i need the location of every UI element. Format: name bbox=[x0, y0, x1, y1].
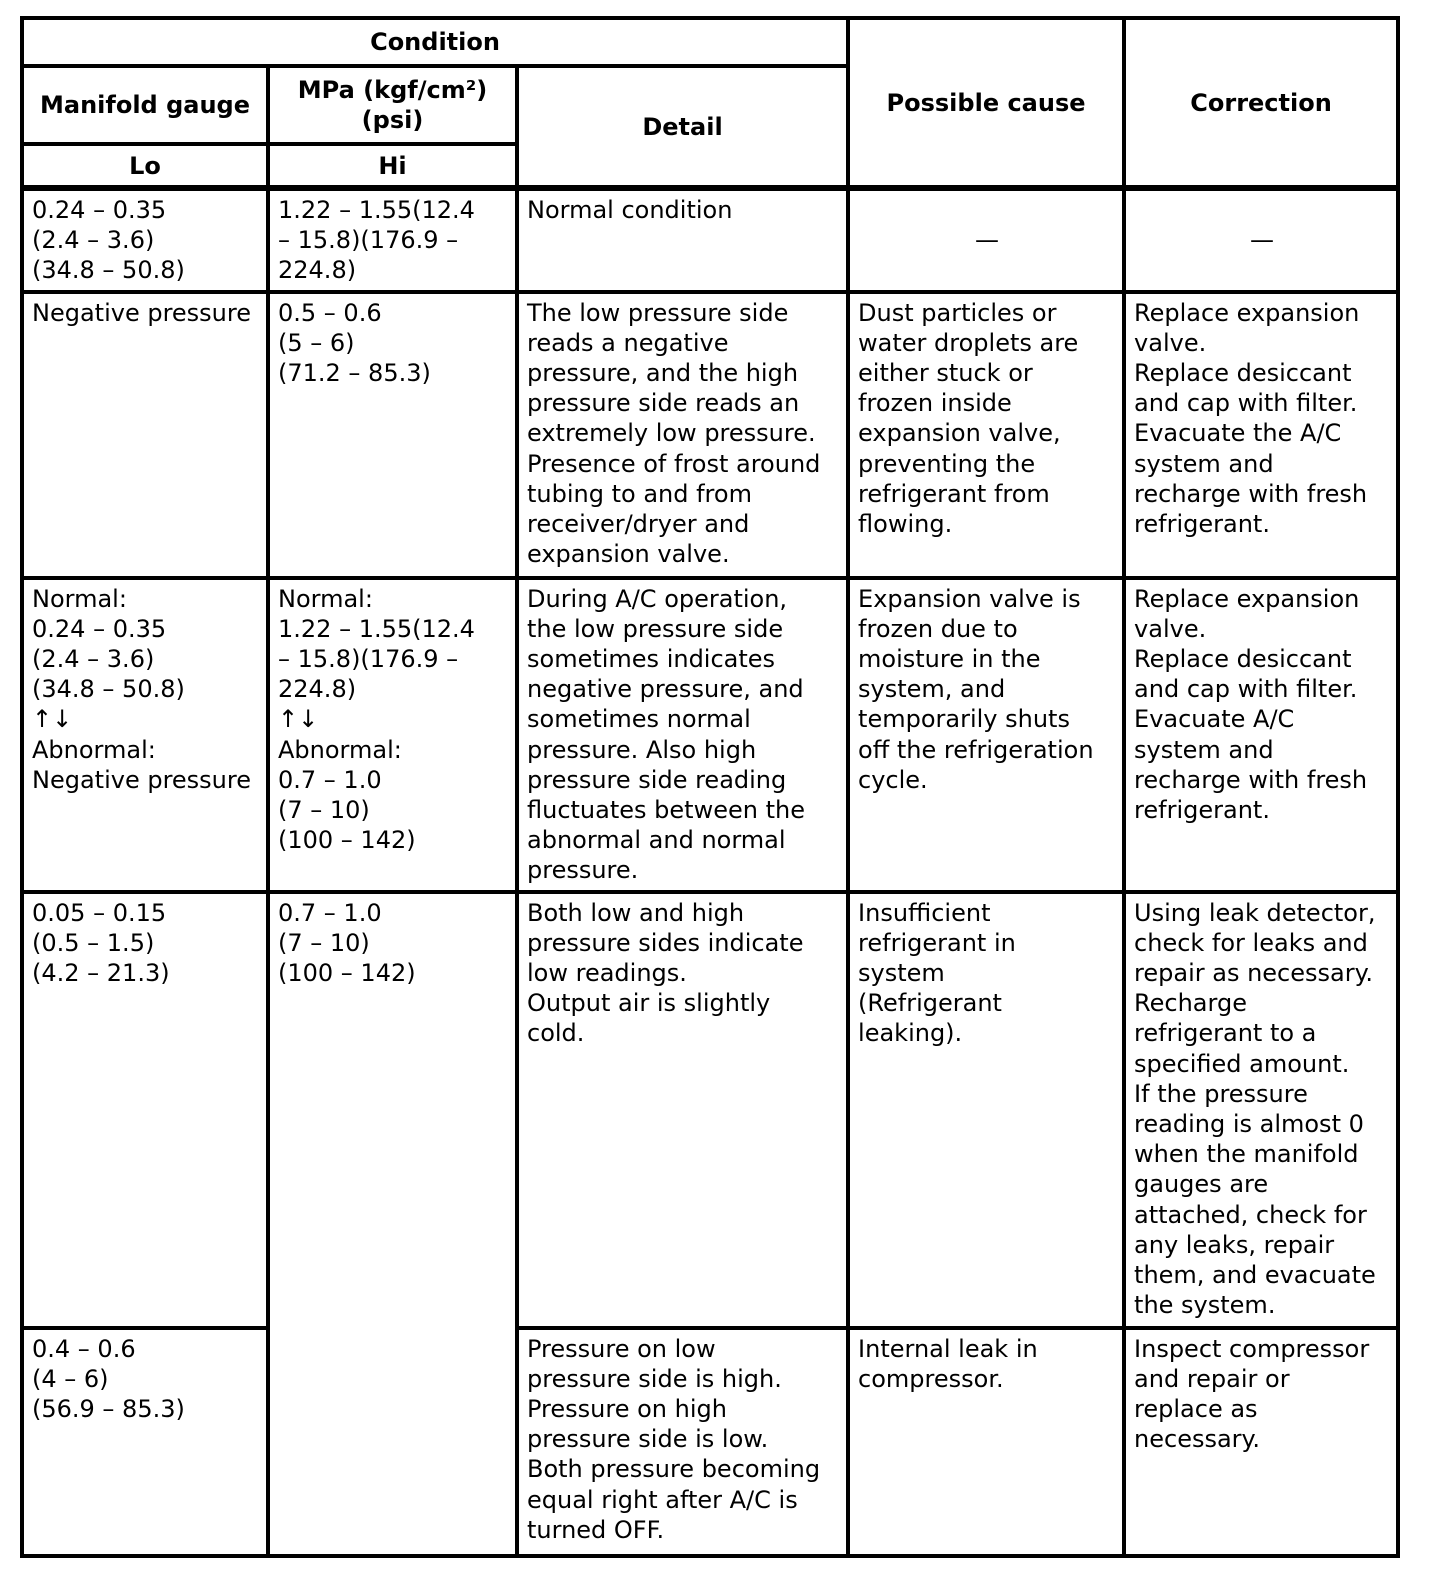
cell-line: refrigerant to a bbox=[1134, 1019, 1317, 1048]
cell-line: Negative pressure bbox=[32, 765, 251, 794]
cell-line: system, and bbox=[858, 675, 1006, 704]
cell-line: (71.2 – 85.3) bbox=[278, 359, 431, 388]
cell-cause bbox=[848, 292, 1124, 578]
cell-line: moisture in the bbox=[858, 645, 1041, 674]
cell-line: – 15.8)(176.9 – bbox=[278, 226, 459, 255]
cell-cause bbox=[848, 892, 1124, 1328]
cell-cause bbox=[848, 1328, 1124, 1556]
cell-line: pressure side is low. bbox=[527, 1425, 769, 1454]
cell-line: (56.9 – 85.3) bbox=[32, 1395, 185, 1424]
cell-line: Inspect compressor bbox=[1134, 1334, 1370, 1363]
cell-line: extremely low pressure. bbox=[527, 419, 816, 448]
cell-hi bbox=[268, 188, 517, 292]
cell-line: cold. bbox=[527, 1019, 585, 1048]
cell-correction: — bbox=[1124, 188, 1398, 292]
cell-line: the system. bbox=[1134, 1291, 1276, 1320]
cell-lo bbox=[22, 892, 268, 1328]
cell-line: either stuck or bbox=[858, 359, 1033, 388]
cell-line: tubing to and from bbox=[527, 479, 752, 508]
table-row bbox=[22, 188, 1398, 292]
cell-line: any leaks, repair bbox=[1134, 1230, 1335, 1259]
cell-line: refrigerant. bbox=[1134, 510, 1270, 539]
table-row bbox=[22, 578, 1398, 892]
cell-line: compressor. bbox=[858, 1364, 1004, 1393]
cell-correction bbox=[1124, 1328, 1398, 1556]
cell-line: gauges are bbox=[1134, 1170, 1269, 1199]
cell-line: pressure side reads an bbox=[527, 389, 800, 418]
cell-line: pressure. Also high bbox=[527, 735, 757, 764]
cell-lo bbox=[22, 1328, 268, 1556]
cell-line: negative pressure, and bbox=[527, 675, 804, 704]
cell-line: recharge with fresh bbox=[1134, 765, 1368, 794]
cell-line: pressure. bbox=[527, 856, 639, 885]
cell-lo bbox=[22, 188, 268, 292]
cell-line: refrigerant in bbox=[858, 928, 1016, 957]
cell-cause bbox=[848, 578, 1124, 892]
cell-detail bbox=[517, 188, 848, 292]
cell-line: refrigerant from bbox=[858, 479, 1050, 508]
cell-line: The low pressure side bbox=[527, 298, 789, 327]
header-lo: Lo bbox=[22, 144, 268, 188]
cell-line: 0.7 – 1.0 bbox=[278, 765, 382, 794]
cell-line: Normal: bbox=[278, 584, 373, 613]
cell-line: sometimes normal bbox=[527, 705, 751, 734]
cell-line: frozen due to bbox=[858, 614, 1018, 643]
cell-line: (4 – 6) bbox=[32, 1364, 109, 1393]
cell-line: the low pressure side bbox=[527, 614, 784, 643]
cell-line: (2.4 – 3.6) bbox=[32, 645, 155, 674]
cell-line: check for leaks and bbox=[1134, 928, 1368, 957]
cell-line: frozen inside bbox=[858, 389, 1012, 418]
cell-line: (100 – 142) bbox=[278, 959, 416, 988]
cell-line: Replace desiccant bbox=[1134, 645, 1352, 674]
cell-line: 0.4 – 0.6 bbox=[32, 1334, 136, 1363]
up-down-arrows-icon: ↑↓ bbox=[32, 705, 73, 734]
cell-line: 0.7 – 1.0 bbox=[278, 898, 382, 927]
cell-line: cycle. bbox=[858, 765, 928, 794]
cell-line: (Refrigerant bbox=[858, 989, 1002, 1018]
cell-line: Pressure on high bbox=[527, 1395, 727, 1424]
cell-line: During A/C operation, bbox=[527, 584, 788, 613]
header-hi: Hi bbox=[268, 144, 517, 188]
cell-line: Evacuate the A/C bbox=[1134, 419, 1342, 448]
cell-line: abnormal and normal bbox=[527, 826, 786, 855]
cell-line: recharge with fresh bbox=[1134, 479, 1368, 508]
cell-detail bbox=[517, 892, 848, 1328]
cell-line: equal right after A/C is bbox=[527, 1485, 798, 1514]
cell-line: 1.22 – 1.55(12.4 bbox=[278, 196, 475, 224]
cell-correction bbox=[1124, 892, 1398, 1328]
cell-line: (0.5 – 1.5) bbox=[32, 928, 155, 957]
cell-line: Both low and high bbox=[527, 898, 745, 927]
table-row bbox=[22, 1328, 1398, 1556]
cell-line: Insufficient bbox=[858, 898, 991, 927]
cell-line: Evacuate A/C bbox=[1134, 705, 1295, 734]
cell-lo bbox=[22, 292, 268, 578]
cell-line: expansion valve, bbox=[858, 419, 1061, 448]
cell-line: and repair or bbox=[1134, 1364, 1290, 1393]
header-possible-cause: Possible cause bbox=[848, 18, 1124, 188]
cell-line: Presence of frost around bbox=[527, 449, 821, 478]
cell-line: Normal: bbox=[32, 584, 127, 613]
cell-line: Recharge bbox=[1134, 989, 1247, 1018]
cell-line: receiver/dryer and bbox=[527, 510, 750, 539]
cell-lo bbox=[22, 578, 268, 892]
cell-line: 0.24 – 0.35 bbox=[32, 614, 167, 643]
cell-line: (34.8 – 50.8) bbox=[32, 256, 185, 285]
cell-line: Replace desiccant bbox=[1134, 359, 1352, 388]
cell-hi bbox=[268, 578, 517, 892]
cell-line: valve. bbox=[1134, 328, 1207, 357]
cell-correction bbox=[1124, 292, 1398, 578]
cell-line: Abnormal: bbox=[32, 735, 156, 764]
cell-line: preventing the bbox=[858, 449, 1036, 478]
cell-line: system and bbox=[1134, 449, 1274, 478]
cell-line: and cap with filter. bbox=[1134, 389, 1358, 418]
cell-line: system bbox=[858, 959, 945, 988]
cell-hi bbox=[268, 892, 517, 1556]
cell-line: 224.8) bbox=[278, 675, 357, 704]
cell-line: (7 – 10) bbox=[278, 928, 370, 957]
cell-line: reading is almost 0 bbox=[1134, 1110, 1364, 1139]
cell-line: Pressure on low bbox=[527, 1334, 716, 1363]
header-correction: Correction bbox=[1124, 18, 1398, 188]
cell-line: (7 – 10) bbox=[278, 796, 370, 825]
cell-line: 0.24 – 0.35 bbox=[32, 196, 167, 224]
cell-line: flowing. bbox=[858, 510, 953, 539]
cell-line: (100 – 142) bbox=[278, 826, 416, 855]
header-detail: Detail bbox=[517, 66, 848, 188]
cell-line: valve. bbox=[1134, 614, 1207, 643]
cell-line: specified amount. bbox=[1134, 1049, 1350, 1078]
cell-line: (34.8 – 50.8) bbox=[32, 675, 185, 704]
cell-line: (4.2 – 21.3) bbox=[32, 959, 170, 988]
cell-line: refrigerant. bbox=[1134, 796, 1270, 825]
cell-line: 224.8) bbox=[278, 256, 357, 285]
cell-cause: — bbox=[848, 188, 1124, 292]
cell-line: (5 – 6) bbox=[278, 328, 355, 357]
cell-line: Expansion valve is bbox=[858, 584, 1081, 613]
cell-line: 0.5 – 0.6 bbox=[278, 298, 382, 327]
cell-line: them, and evacuate bbox=[1134, 1261, 1376, 1290]
table-row bbox=[22, 292, 1398, 578]
cell-line: Internal leak in bbox=[858, 1334, 1038, 1363]
header-mpa-line1: MPa (kgf/cm²) bbox=[297, 76, 488, 104]
cell-line: Replace expansion bbox=[1134, 584, 1360, 613]
cell-line: water droplets are bbox=[858, 328, 1079, 357]
cell-line: Replace expansion bbox=[1134, 298, 1360, 327]
cell-hi bbox=[268, 292, 517, 578]
cell-line: Dust particles or bbox=[858, 298, 1057, 327]
cell-line: Normal condition bbox=[527, 196, 733, 224]
cell-line: 0.05 – 0.15 bbox=[32, 898, 167, 927]
cell-line: pressure sides indicate bbox=[527, 928, 804, 957]
cell-line: fluctuates between the bbox=[527, 796, 805, 825]
up-down-arrows-icon: ↑↓ bbox=[278, 705, 319, 734]
cell-detail bbox=[517, 578, 848, 892]
header-condition: Condition bbox=[22, 18, 848, 66]
cell-line: Using leak detector, bbox=[1134, 898, 1376, 927]
cell-correction bbox=[1124, 578, 1398, 892]
cell-line: repair as necessary. bbox=[1134, 959, 1374, 988]
cell-line: 1.22 – 1.55(12.4 bbox=[278, 614, 475, 643]
cell-line: necessary. bbox=[1134, 1425, 1260, 1454]
header-mpa-units bbox=[268, 66, 517, 144]
cell-line: pressure, and the high bbox=[527, 359, 799, 388]
cell-detail bbox=[517, 292, 848, 578]
cell-line: leaking). bbox=[858, 1019, 963, 1048]
cell-line: temporarily shuts bbox=[858, 705, 1070, 734]
cell-line: system and bbox=[1134, 735, 1274, 764]
cell-line: when the manifold bbox=[1134, 1140, 1359, 1169]
cell-line: If the pressure bbox=[1134, 1079, 1308, 1108]
cell-line: attached, check for bbox=[1134, 1200, 1367, 1229]
cell-line: Both pressure becoming bbox=[527, 1455, 821, 1484]
cell-line: pressure side is high. bbox=[527, 1364, 782, 1393]
cell-line: off the refrigeration bbox=[858, 735, 1094, 764]
cell-line: and cap with filter. bbox=[1134, 675, 1358, 704]
header-manifold-gauge: Manifold gauge bbox=[22, 66, 268, 144]
ac-pressure-troubleshooting-table bbox=[20, 16, 1400, 1558]
cell-line: – 15.8)(176.9 – bbox=[278, 645, 459, 674]
cell-line: Abnormal: bbox=[278, 735, 402, 764]
cell-line: pressure side reading bbox=[527, 765, 787, 794]
cell-line: turned OFF. bbox=[527, 1515, 665, 1544]
troubleshooting-table-container bbox=[20, 16, 1396, 1558]
table-row bbox=[22, 892, 1398, 1328]
cell-line: expansion valve. bbox=[527, 540, 730, 569]
cell-line: reads a negative bbox=[527, 328, 729, 357]
cell-line: Output air is slightly bbox=[527, 989, 771, 1018]
cell-line: replace as bbox=[1134, 1395, 1258, 1424]
cell-detail bbox=[517, 1328, 848, 1556]
cell-line: (2.4 – 3.6) bbox=[32, 226, 155, 255]
cell-line: Negative pressure bbox=[32, 298, 251, 327]
cell-line: low readings. bbox=[527, 959, 687, 988]
header-mpa-line2: (psi) bbox=[361, 106, 424, 134]
cell-line: sometimes indicates bbox=[527, 645, 776, 674]
